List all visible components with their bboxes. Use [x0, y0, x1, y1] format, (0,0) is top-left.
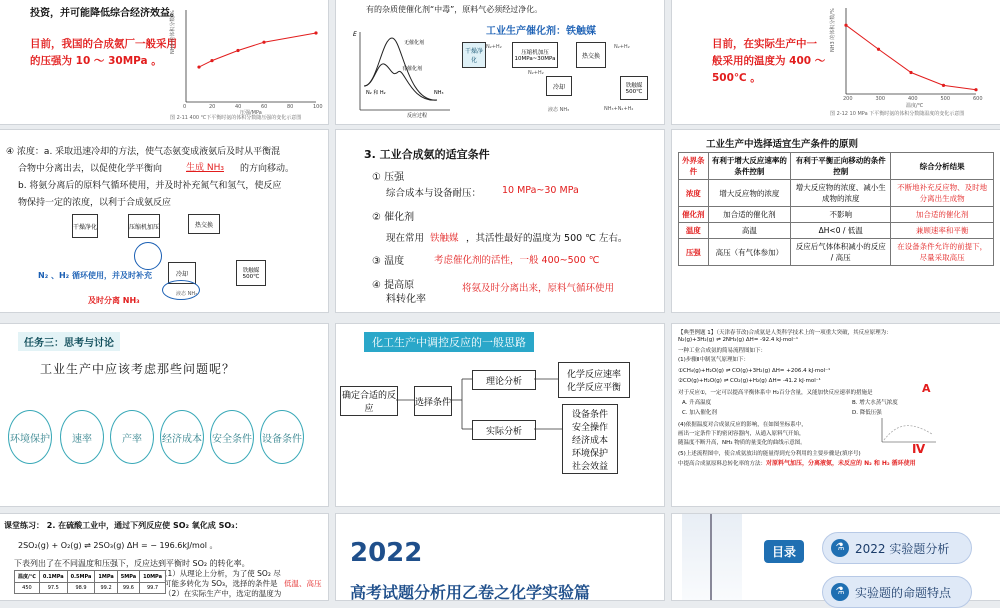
data-point — [877, 48, 880, 51]
s5-i2c: ，其活性最好的温度为 500 ℃ 左右。 — [466, 233, 628, 244]
s1-line2: 目前，我国的合成氨厂一般采用 — [30, 38, 177, 50]
s3-caption: 图 2-12 10 MPa 下平衡时氨的体积分数随温度的变化示意图 — [830, 111, 965, 117]
s6-title: 工业生产中选择适宜生产条件的原则 — [706, 139, 859, 150]
s8-practice-box: 实际分析 — [472, 420, 536, 440]
s4-liquid-nh3: 液态 NH₃ — [176, 291, 198, 297]
s8-title: 化工生产中调控反应的一般思路 — [364, 332, 534, 352]
slide-thumbnail-4[interactable] — [0, 130, 328, 312]
s9-l4: ①CH₄(g)+H₂O(g) ⇌ CO(g)+3H₂(g) ΔH= +206.4 kJ·mol⁻¹ — [678, 368, 831, 374]
s1-ylabel: NH3 的体积分数/% — [170, 10, 176, 54]
s1-caption: 图 2-11 400 ℃下平衡时氨的体积分数随压强的变化示意图 — [170, 115, 302, 121]
s10-th2: 0.5MPa — [67, 571, 95, 583]
s2-flow-label-3: N₂+H₂ — [528, 70, 544, 76]
x-tick-label: 40 — [235, 104, 242, 110]
s9-answer-3: 对原料气加压，分离液氨，未反应的 N₂ 和 H₂ 循环使用 — [766, 460, 916, 467]
s4-p2-red: 生成 NH₃ — [186, 163, 224, 173]
s7-header: 任务三：思考与讨论 — [18, 332, 120, 351]
s1-line1: 投资，并可能降低综合经济效益。 — [30, 8, 180, 19]
s10-conversion-table — [14, 570, 166, 594]
data-point — [844, 24, 847, 27]
x-tick-label: 80 — [287, 104, 294, 110]
s5-i2b: 铁触媒 — [430, 233, 459, 244]
s6-h2: 有利于平衡正向移动的条件控制 — [791, 153, 891, 180]
s9-l8: 画出一定条件下的密闭容器内，从通入原料气开始， — [678, 431, 805, 437]
s9-l7: (4)依据温度对合成氨反应的影响，在如图坐标系中， — [678, 422, 807, 428]
s6-r2c1: 高温 — [708, 223, 791, 239]
s6-r3c2: 反应后气体体积减小的反应 / 高压 — [791, 239, 891, 266]
slide-thumbnail-3[interactable] — [672, 0, 1000, 124]
s4-p2-end: 的方向移动。 — [240, 164, 295, 174]
slide-thumbnail-7[interactable] — [0, 324, 328, 506]
s9-l2: 一种工业合成氨的简易流程图如下： — [678, 348, 767, 354]
s6-r3c1: 高压（有气体参加） — [708, 239, 791, 266]
x-tick-label: 300 — [875, 96, 886, 102]
s4-p1: ④ 浓度：a. 采取迅速冷却的方法，使气态氨变成液氨后及时从平衡混 — [6, 147, 281, 157]
s10-eq: 2SO₂(g) + O₂(g) ⇌ 2SO₃(g) ΔH = − 196.6kJ/mol 。 — [18, 541, 218, 550]
s5-i4: ④ 提高原 — [372, 280, 415, 291]
s5-i3: ③ 温度 — [372, 256, 405, 267]
s3-xlabel: 温度/℃ — [906, 103, 924, 109]
s8-theory-box: 理论分析 — [472, 370, 536, 390]
s8-practice-item-3: 环境保护 — [571, 448, 608, 459]
s9-answer-2: Ⅳ — [912, 442, 926, 456]
s10-l1: 课堂练习： 2. 在硫酸工业中，通过下列反应使 SO₂ 氧化成 SO₃： — [4, 521, 243, 530]
slide-thumbnail-8[interactable] — [336, 324, 664, 506]
s12-toc-item-2-label: 实验题的命题特点 — [855, 585, 952, 600]
s7-bubble-safety: 安全条件 — [210, 410, 254, 464]
s2-flow-label-1: N₂+H₂ — [486, 44, 502, 50]
s2-no-cat-label: 无催化剂 — [404, 40, 425, 46]
s10-q2: （2）在实际生产中，选定的温度为 — [164, 589, 282, 598]
s2-nh3-label: NH₃ — [434, 90, 444, 96]
s3-line2: 般采用的温度为 400 ～ — [712, 55, 826, 67]
slide-thumbnail-10[interactable] — [0, 514, 328, 600]
s6-r1c1: 加合适的催化剂 — [708, 207, 791, 223]
x-tick-label: 20 — [209, 104, 216, 110]
s1-plot-area — [197, 31, 317, 68]
table-row — [679, 239, 994, 266]
s3-ylabel: NH3 的体积分数/% — [830, 8, 836, 52]
x-tick-label: 100 — [313, 104, 323, 110]
data-point — [197, 65, 200, 68]
data-point — [262, 41, 265, 44]
s2-liquid-nh3: 液态 NH₃ — [548, 107, 570, 113]
s8-practice-item-1: 安全操作 — [571, 422, 608, 433]
s6-r0c2: 增大反应物的浓度、减小生成物的浓度 — [791, 180, 891, 207]
s9-l11: 中提高合成氨原料总转化率的方法： — [678, 461, 767, 467]
s6-r3c0: 压强 — [679, 239, 709, 266]
s10-th4: 5MPa — [117, 571, 139, 583]
s9-mini-graph — [878, 416, 938, 446]
s11-title: 高考试题分析用乙卷之化学实验篇 — [350, 583, 591, 602]
x-tick-label: 600 — [973, 96, 983, 102]
x-tick-label: 0 — [183, 104, 187, 110]
s6-h3: 综合分析结果 — [891, 153, 994, 180]
s6-conditions-table — [678, 152, 994, 266]
s8-start-box: 确定合适的反应 — [340, 386, 398, 416]
s9-answer-1: A — [922, 382, 931, 395]
table-row — [679, 207, 994, 223]
series-line — [199, 33, 316, 67]
beaker-icon: ⚗ — [831, 583, 849, 601]
s3-x-ticks — [843, 96, 983, 102]
s7-bubble-rate: 速率 — [60, 410, 104, 464]
s6-r2c0: 温度 — [679, 223, 709, 239]
s10-r1c1: 97.5 — [39, 583, 67, 594]
s8-connector-lines — [336, 324, 664, 506]
s8-theory-item-equilibrium: 化学反应平衡 — [566, 383, 621, 393]
s10-q1-answer: 低温、高压 — [284, 579, 322, 588]
s9-opt-a: A. 升高温度 — [682, 400, 712, 406]
s2-axis-label: 反应过程 — [407, 113, 428, 119]
s12-toc-label: 目录 — [764, 540, 804, 563]
s5-i4x: 料转化率 — [386, 294, 426, 305]
s9-opt-c: C. 加入催化剂 — [682, 410, 717, 416]
s7-bubble-environment: 环境保护 — [8, 410, 52, 464]
data-point — [909, 71, 912, 74]
s6-r0c0: 浓度 — [679, 180, 709, 207]
data-point — [974, 88, 977, 91]
s6-h0: 外界条件 — [679, 153, 709, 180]
s4-p4: 物保持一定的浓度，以利于合成氨反应 — [18, 198, 172, 208]
s2-n2h2-label: N₂ 和 H₂ — [366, 90, 386, 96]
table-row — [15, 583, 166, 594]
s2-box-cool: 冷却 — [546, 76, 572, 96]
s10-r1c2: 98.9 — [67, 583, 95, 594]
s10-r1c3: 99.2 — [95, 583, 117, 594]
s2-energy-diagram — [352, 28, 452, 118]
data-point — [942, 84, 945, 87]
s10-th1: 0.1MPa — [39, 571, 67, 583]
s6-r0c3: 不断地补充反应物、及时地分离出生成物 — [891, 180, 994, 207]
x-tick-label: 500 — [940, 96, 951, 102]
s2-title: 工业生产催化剂：铁触媒 — [486, 26, 596, 37]
x-tick-label: 60 — [261, 104, 268, 110]
flask-icon: ⚗ — [831, 539, 849, 557]
s2-box-catalyst: 铁触媒 500℃ — [620, 76, 648, 100]
table-row — [679, 180, 994, 207]
s9-l9: 随温度不断升高，NH₃ 物质的量变化的曲线示意图。 — [678, 440, 806, 446]
s2-flow-label-out: NH₃+N₂+H₂ — [604, 106, 634, 112]
s10-l3: 下表列出了在不同温度和压强下，反应达到平衡时 SO₂ 的转化率。 — [14, 559, 250, 568]
s10-r1c5: 99.7 — [140, 583, 166, 594]
s3-temperature-chart — [830, 4, 983, 109]
table-row — [679, 223, 994, 239]
slide-thumbnail-2[interactable] — [336, 0, 664, 124]
slide-thumbnail-6[interactable] — [672, 130, 1000, 312]
s12-toc-item-2[interactable] — [822, 576, 972, 608]
s9-head: 【典型例题 1】（天津春节改)合成氨是人类科学技术上的一项重大突破，其反应原理为： — [678, 330, 892, 336]
s10-q1b: 可能多转化为 SO₃，选择的条件是 — [164, 579, 278, 588]
s5-i2a: 现在常用 — [386, 233, 425, 244]
s6-r3c3: 在设备条件允许的前提下，尽量采取高压 — [891, 239, 994, 266]
s7-bubble-cost: 经济成本 — [160, 410, 204, 464]
s9-opt-d: D. 降低压强 — [852, 410, 882, 416]
s3-plot-area — [844, 24, 977, 92]
s2-box-exchange: 热交换 — [576, 42, 606, 68]
s9-eq: N₂(g)+3H₂(g) ⇌ 2NH₃(g) ΔH= -92.4 kJ·mol⁻¹ — [678, 337, 799, 343]
s1-xlabel: 压强/MPa — [240, 110, 262, 116]
s9-opt-b: B. 增大水蒸气浓度 — [852, 400, 898, 406]
slide-thumbnail-9[interactable] — [672, 324, 1000, 506]
s6-r0c1: 增大反应物的浓度 — [708, 180, 791, 207]
s1-line3: 的压强为 10 ～ 30MPa 。 — [30, 55, 162, 67]
s5-i3b: 考虑催化剂的活性，一般 400~500 ℃ — [434, 255, 600, 266]
s2-flow-label-2: N₂+H₂ — [614, 44, 630, 50]
s5-i1: ① 压强 — [372, 172, 405, 183]
s3-line3: 500℃ 。 — [712, 72, 761, 84]
s4-highlight-circle-1 — [134, 242, 162, 270]
s8-practice-item-4: 社会效益 — [571, 461, 608, 472]
series-line — [846, 25, 976, 90]
s2-box-dry: 干燥净化 — [462, 42, 486, 68]
data-point — [210, 59, 213, 62]
s2-cat-label: 有催化剂 — [402, 66, 423, 72]
s5-i1a: 综合成本与设备耐压： — [386, 188, 482, 199]
s6-r1c3: 加合适的催化剂 — [891, 207, 994, 223]
s4-box-cool: 冷却 — [168, 262, 196, 284]
s10-th3: 1MPa — [95, 571, 117, 583]
s8-practice-item-2: 经济成本 — [571, 435, 608, 446]
slide-thumbnail-5[interactable] — [336, 130, 664, 312]
s10-th5: 10MPa — [140, 571, 166, 583]
s3-line1: 目前，在实际生产中一 — [712, 38, 817, 50]
s4-highlight-circle-2 — [162, 280, 200, 300]
s5-i4b: 将氨及时分离出来，原料气循环使用 — [462, 283, 615, 294]
slide-thumbnail-11[interactable] — [336, 514, 664, 600]
table-row — [15, 571, 166, 583]
s10-q1: （1）从理论上分析，为了使 SO₂ 尽 — [160, 569, 281, 578]
s6-header-row — [679, 153, 994, 180]
s4-box-catalyst: 铁触媒 500℃ — [236, 260, 266, 286]
s2-e-label: E — [353, 31, 357, 38]
s2-top: 有的杂质使催化剂“中毒”，原料气必须经过净化。 — [366, 5, 543, 14]
x-tick-label: 400 — [908, 96, 918, 102]
s1-pressure-chart — [170, 4, 323, 116]
s4-p2: 合物中分离出去，以促使化学平衡向 — [18, 164, 163, 174]
data-point — [236, 49, 239, 52]
s4-p3: b. 将氨分离后的原料气循环使用，并及时补充氮气和氢气，使反应 — [18, 181, 282, 191]
s10-r1c4: 99.6 — [117, 583, 139, 594]
s9-l10: (5)上述流程图中，使合成氨放出的能量得到充分利用的主要步骤是(填序号) — [678, 451, 861, 457]
s10-r1c0: 450 — [15, 583, 40, 594]
s11-year: 2022 — [350, 538, 423, 568]
s4-box-dry: 干燥净化 — [72, 214, 98, 238]
s12-toc-item-1-label: 2022 实验题分析 — [855, 541, 950, 556]
s4-box-exchange: 热交换 — [188, 214, 220, 234]
s2-box-compress: 压缩机加压 10MPa~30MPa — [512, 42, 558, 68]
s4-note2: 及时分离 NH₃ — [88, 296, 140, 305]
s5-i2: ② 催化剂 — [372, 212, 415, 223]
s7-question: 工业生产中应该考虑那些问题呢？ — [40, 362, 236, 376]
s5-i1b: 10 MPa~30 MPa — [502, 185, 579, 196]
s5-title: 3. 工业合成氨的适宜条件 — [364, 148, 490, 161]
s7-bubble-yield: 产率 — [110, 410, 154, 464]
s8-theory-item-rate: 化学反应速率 — [566, 370, 621, 380]
s12-toc-item-1[interactable] — [822, 532, 972, 564]
s9-l6: 对于反应①，一定可以提高平衡体系中 H₂百分含量，又能加快反应速率的措施是 — [678, 390, 873, 396]
s8-practice-item-0: 设备条件 — [571, 409, 608, 420]
x-tick-label: 200 — [843, 96, 853, 102]
s7-bubble-equipment: 设备条件 — [260, 410, 304, 464]
s9-l3: (1)步骤Ⅱ中制氢气原理如下： — [678, 357, 749, 363]
s4-note1: N₂ 、H₂ 循环使用，并及时补充 — [38, 271, 152, 280]
s6-r1c0: 催化剂 — [679, 207, 709, 223]
s6-r1c2: 不影响 — [791, 207, 891, 223]
data-point — [314, 31, 317, 34]
slide-thumbnail-1[interactable] — [0, 0, 328, 124]
s6-r2c2: ΔH<0 / 低温 — [791, 223, 891, 239]
slide-thumbnail-12[interactable] — [672, 514, 1000, 600]
s10-th0: 温度/℃ — [15, 571, 40, 583]
s6-r2c3: 兼顾速率和平衡 — [891, 223, 994, 239]
s8-select-box: 选择条件 — [414, 386, 452, 416]
s6-h1: 有利于增大反应速率的条件控制 — [708, 153, 791, 180]
s12-lab-image — [682, 514, 742, 600]
s4-box-compress: 压缩机加压 — [128, 214, 160, 238]
s9-l5: ②CO(g)+H₂O(g) ⇌ CO₂(g)+H₂(g) ΔH= -41.2 kJ·mol⁻¹ — [678, 378, 821, 384]
